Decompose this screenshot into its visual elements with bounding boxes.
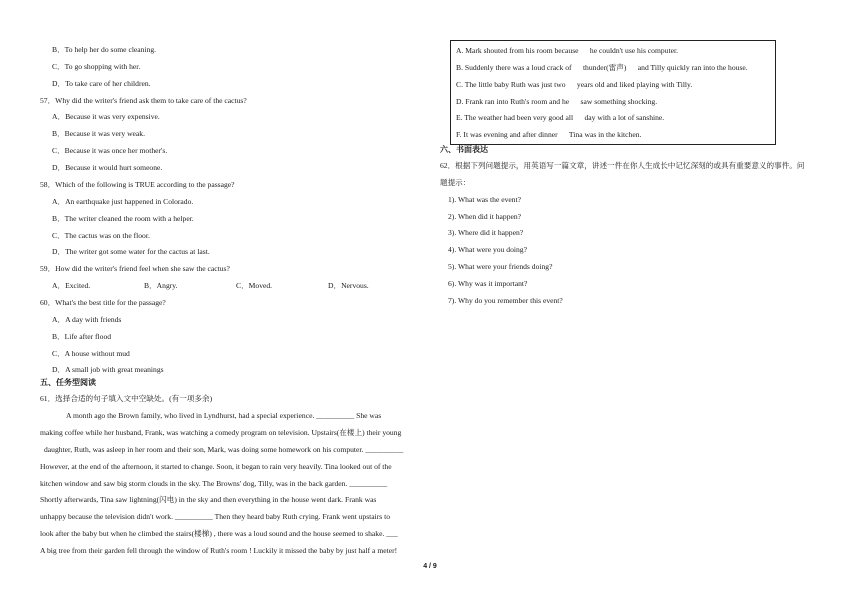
q62-instruction-line2: 题提示：: [440, 178, 471, 187]
prompt-item: 2). When did it happen?: [448, 212, 522, 221]
passage-line: daughter, Ruth, was asleep in her room and their son, Mark, was doing some homework on his computer. __________: [44, 445, 404, 454]
q59-options: [52, 282, 420, 290]
box-option-c: C. The little baby Ruth was just two years old and liked playing with Tilly.: [456, 80, 693, 89]
q56-option-d: D．To take care of her children.: [52, 79, 151, 88]
prompt-item: 6). Why was it important?: [448, 279, 528, 288]
passage-line: However, at the end of the afternoon, it started to change. Soon, it began to rain very heavily. Tina looked out of the: [40, 462, 392, 471]
q59-option-b: B．Angry.: [144, 281, 178, 290]
q58-option-d: D．The writer got some water for the cactus at last.: [52, 247, 210, 256]
q61-instruction: 61．选择合适的句子填入文中空缺处。(有一项多余): [40, 394, 213, 403]
passage-line: Shortly afterwards, Tina saw lightning(闪电) in the sky and then everything in the house went dark. Frank was: [40, 495, 377, 504]
q58-question: 58．Which of the following is TRUE according to the passage?: [40, 180, 235, 189]
page-number: 4 / 9: [423, 563, 437, 570]
q57-option-c: C．Because it was once her mother's.: [52, 146, 168, 155]
box-option-f: F. It was evening and after dinner Tina was in the kitchen.: [456, 130, 642, 139]
q61-options-box: [450, 40, 776, 145]
box-option-b: B. Suddenly there was a loud crack of thunder(雷声) and Tilly quickly ran into the house.: [456, 63, 748, 72]
passage-line: unhappy because the television didn't work. __________ Then they heard baby Ruth crying. Frank went upstairs to: [40, 512, 391, 521]
q58-option-c: C．The cactus was on the floor.: [52, 231, 150, 240]
passage-line: A month ago the Brown family, who lived in Lyndhurst, had a special experience. __________ She was: [66, 411, 382, 420]
q59-option-c: C．Moved.: [236, 281, 273, 290]
passage-line: A big tree from their garden fell through the window of Ruth's room ! Luckily it missed the baby by just half a meter!: [40, 546, 398, 555]
q58-option-b: B．The writer cleaned the room with a helper.: [52, 214, 194, 223]
prompt-item: 4). What were you doing?: [448, 245, 527, 254]
section-5-title: 五、任务型阅读: [40, 378, 96, 387]
passage-line: look after the baby but when he climbed the stairs(楼梯) , there was a loud sound and the house seemed to shake. ___: [40, 529, 398, 538]
q59-question: 59．How did the writer's friend feel when she saw the cactus?: [40, 264, 230, 273]
box-option-e: E. The weather had been very good all day with a lot of sanshine.: [456, 113, 665, 122]
q62-instruction-line1: 62．根据下列问题提示，用英语写一篇文章，讲述一件在你人生成长中记忆深刻的或具有重要意义的事件。问: [440, 161, 805, 170]
q60-option-c: C．A house without mud: [52, 349, 130, 358]
box-option-a: A. Mark shouted from his room because he couldn't use his computer.: [456, 46, 678, 55]
box-option-d: D. Frank ran into Ruth's room and he saw something shocking.: [456, 97, 658, 106]
prompt-item: 3). Where did it happen?: [448, 228, 524, 237]
prompt-item: 5). What were your friends doing?: [448, 262, 553, 271]
q60-question: 60．What's the best title for the passage?: [40, 298, 166, 307]
q59-option-d: D．Nervous.: [328, 281, 369, 290]
q57-question: 57．Why did the writer's friend ask them to take care of the cactus?: [40, 96, 247, 105]
q60-option-b: B．Life after flood: [52, 332, 112, 341]
prompt-item: 7). Why do you remember this event?: [448, 296, 563, 305]
q60-option-d: D．A small job with great meanings: [52, 365, 164, 374]
passage-line: kitchen window and saw big storm clouds in the sky. The Browns' dog, Tilly, was in the back garden. __________: [40, 479, 388, 488]
q58-option-a: A．An earthquake just happened in Colorado.: [52, 197, 194, 206]
section-6-title: 六、书面表达: [440, 145, 488, 154]
prompt-item: 1). What was the event?: [448, 195, 522, 204]
q56-option-c: C．To go shopping with her.: [52, 62, 141, 71]
q57-option-a: A．Because it was very expensive.: [52, 112, 160, 121]
q60-option-a: A．A day with friends: [52, 315, 122, 324]
q56-option-b: B．To help her do some cleaning.: [52, 45, 157, 54]
q59-option-a: A．Excited.: [52, 281, 91, 290]
passage-line: making coffee while her husband, Frank, was watching a comedy program on television. Upstairs(在楼上) their young: [40, 428, 402, 437]
q57-option-d: D．Because it would hurt someone.: [52, 163, 163, 172]
q57-option-b: B．Because it was very weak.: [52, 129, 145, 138]
